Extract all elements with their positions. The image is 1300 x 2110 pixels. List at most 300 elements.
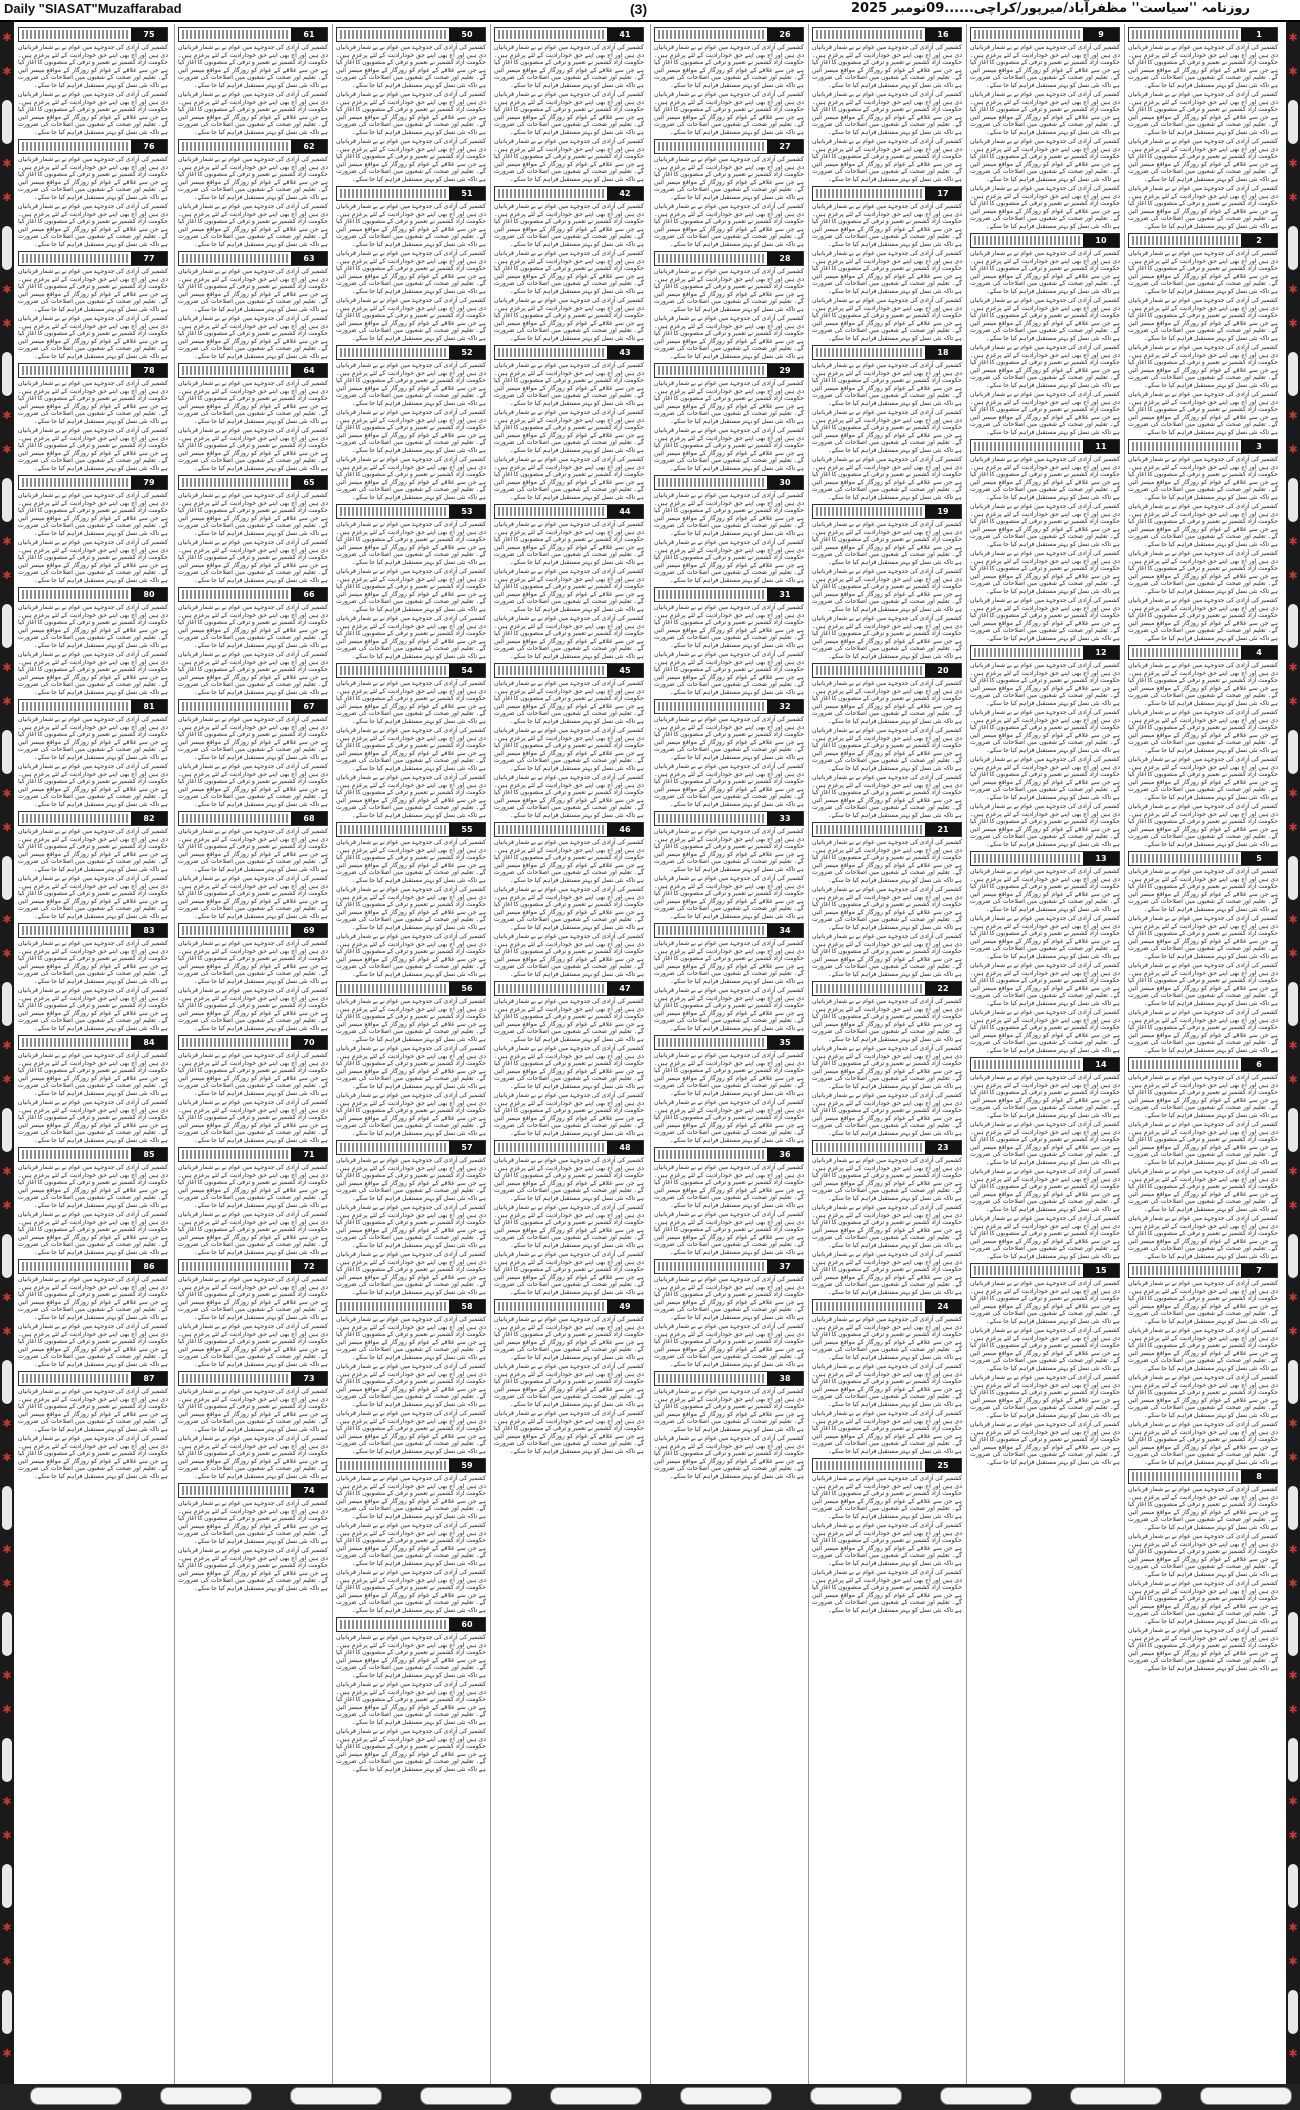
item-heading — [970, 233, 1120, 248]
star-icon: ✱ — [2, 913, 12, 926]
item-body-text: کشمیر کی آزادی کی جدوجہد میں عوام نے بے شمار قربانیاں دی ہیں اور آج بھی اپنے حق خودارادیت کے لئے پرعزم ہیں۔ حکومت آزاد کشمیر نے تعمیر و ترقی کے منصوبوں کا آغاز کیا ہے جن سے علاقے کے عوام کو روزگار کے مواقع میسر آئیں گے۔ تعلیم اور صحت کے شعبوں میں اصلاحات کی ضرورت ہے تاکہ نئی نسل کو بہتر مستقبل فراہم کیا جا سکے۔ — [336, 1316, 486, 1361]
item-number-badge: 71 — [291, 1148, 327, 1161]
item-heading — [494, 504, 644, 519]
news-column — [970, 24, 1120, 2084]
item-heading — [494, 186, 644, 201]
item-title-band — [658, 1038, 764, 1047]
star-icon: ✱ — [1288, 1921, 1298, 1934]
item-number-badge: 16 — [925, 28, 961, 41]
item-heading — [1128, 1469, 1278, 1484]
left-border-strip — [0, 22, 14, 2110]
item-heading — [18, 1259, 168, 1274]
item-body-text: کشمیر کی آزادی کی جدوجہد میں عوام نے بے شمار قربانیاں دی ہیں اور آج بھی اپنے حق خودارادیت کے لئے پرعزم ہیں۔ حکومت آزاد کشمیر نے تعمیر و ترقی کے منصوبوں کا آغاز کیا ہے جن سے علاقے کے عوام کو روزگار کے مواقع میسر آئیں گے۔ تعلیم اور صحت کے شعبوں میں اصلاحات کی ضرورت ہے تاکہ نئی نسل کو بہتر مستقبل فراہم کیا جا سکے۔ — [970, 597, 1120, 642]
footer-tag — [810, 2087, 902, 2105]
item-number-badge: 26 — [767, 28, 803, 41]
border-pill — [1288, 1360, 1298, 1404]
item-heading — [336, 1140, 486, 1155]
item-body-text: کشمیر کی آزادی کی جدوجہد میں عوام نے بے شمار قربانیاں دی ہیں اور آج بھی اپنے حق خودارادیت کے لئے پرعزم ہیں۔ حکومت آزاد کشمیر نے تعمیر و ترقی کے منصوبوں کا آغاز کیا ہے جن سے علاقے کے عوام کو روزگار کے مواقع میسر آئیں گے۔ تعلیم اور صحت کے شعبوں میں اصلاحات کی ضرورت ہے تاکہ نئی نسل کو بہتر مستقبل فراہم کیا جا سکے۔ — [18, 492, 168, 537]
item-title-band — [22, 30, 128, 39]
item-body-text: کشمیر کی آزادی کی جدوجہد میں عوام نے بے شمار قربانیاں دی ہیں اور آج بھی اپنے حق خودارادیت کے لئے پرعزم ہیں۔ حکومت آزاد کشمیر نے تعمیر و ترقی کے منصوبوں کا آغاز کیا ہے جن سے علاقے کے عوام کو روزگار کے مواقع میسر آئیں گے۔ تعلیم اور صحت کے شعبوں میں اصلاحات کی ضرورت ہے تاکہ نئی نسل کو بہتر مستقبل فراہم کیا جا سکے۔ — [1128, 503, 1278, 548]
item-number-badge: 78 — [131, 364, 167, 377]
item-body-text: کشمیر کی آزادی کی جدوجہد میں عوام نے بے شمار قربانیاں دی ہیں اور آج بھی اپنے حق خودارادیت کے لئے پرعزم ہیں۔ حکومت آزاد کشمیر نے تعمیر و ترقی کے منصوبوں کا آغاز کیا ہے جن سے علاقے کے عوام کو روزگار کے مواقع میسر آئیں گے۔ تعلیم اور صحت کے شعبوں میں اصلاحات کی ضرورت ہے تاکہ نئی نسل کو بہتر مستقبل فراہم کیا جا سکے۔ — [494, 568, 644, 613]
item-heading — [1128, 439, 1278, 454]
item-number-badge: 84 — [131, 1036, 167, 1049]
border-pill — [2, 1234, 12, 1278]
item-title-band — [1132, 1266, 1238, 1275]
item-body-text: کشمیر کی آزادی کی جدوجہد میں عوام نے بے شمار قربانیاں دی ہیں اور آج بھی اپنے حق خودارادیت کے لئے پرعزم ہیں۔ حکومت آزاد کشمیر نے تعمیر و ترقی کے منصوبوں کا آغاز کیا ہے جن سے علاقے کے عوام کو روزگار کے مواقع میسر آئیں گے۔ تعلیم اور صحت کے شعبوں میں اصلاحات کی ضرورت ہے تاکہ نئی نسل کو بہتر مستقبل فراہم کیا جا سکے۔ — [1128, 1627, 1278, 1672]
item-heading — [654, 699, 804, 714]
item-heading — [178, 251, 328, 266]
item-heading — [178, 1259, 328, 1274]
item-body-text: کشمیر کی آزادی کی جدوجہد میں عوام نے بے شمار قربانیاں دی ہیں اور آج بھی اپنے حق خودارادیت کے لئے پرعزم ہیں۔ حکومت آزاد کشمیر نے تعمیر و ترقی کے منصوبوں کا آغاز کیا ہے جن سے علاقے کے عوام کو روزگار کے مواقع میسر آئیں گے۔ تعلیم اور صحت کے شعبوں میں اصلاحات کی ضرورت ہے تاکہ نئی نسل کو بہتر مستقبل فراہم کیا جا سکے۔ — [1128, 456, 1278, 501]
item-body-text: کشمیر کی آزادی کی جدوجہد میں عوام نے بے شمار قربانیاں دی ہیں اور آج بھی اپنے حق خودارادیت کے لئے پرعزم ہیں۔ حکومت آزاد کشمیر نے تعمیر و ترقی کے منصوبوں کا آغاز کیا ہے جن سے علاقے کے عوام کو روزگار کے مواقع میسر آئیں گے۔ تعلیم اور صحت کے شعبوں میں اصلاحات کی ضرورت ہے تاکہ نئی نسل کو بہتر مستقبل فراہم کیا جا سکے۔ — [654, 940, 804, 985]
item-heading — [812, 27, 962, 42]
star-icon: ✱ — [2, 157, 12, 170]
item-body-text: کشمیر کی آزادی کی جدوجہد میں عوام نے بے شمار قربانیاں دی ہیں اور آج بھی اپنے حق خودارادیت کے لئے پرعزم ہیں۔ حکومت آزاد کشمیر نے تعمیر و ترقی کے منصوبوں کا آغاز کیا ہے جن سے علاقے کے عوام کو روزگار کے مواقع میسر آئیں گے۔ تعلیم اور صحت کے شعبوں میں اصلاحات کی ضرورت ہے تاکہ نئی نسل کو بہتر مستقبل فراہم کیا جا سکے۔ — [970, 756, 1120, 801]
item-body-text: کشمیر کی آزادی کی جدوجہد میں عوام نے بے شمار قربانیاں دی ہیں اور آج بھی اپنے حق خودارادیت کے لئے پرعزم ہیں۔ حکومت آزاد کشمیر نے تعمیر و ترقی کے منصوبوں کا آغاز کیا ہے جن سے علاقے کے عوام کو روزگار کے مواقع میسر آئیں گے۔ تعلیم اور صحت کے شعبوں میں اصلاحات کی ضرورت ہے تاکہ نئی نسل کو بہتر مستقبل فراہم کیا جا سکے۔ — [970, 803, 1120, 848]
item-title-band — [816, 984, 922, 993]
item-title-band — [340, 984, 446, 993]
star-icon: ✱ — [1288, 1577, 1298, 1590]
item-number-badge: 56 — [449, 982, 485, 995]
star-icon: ✱ — [1288, 1703, 1298, 1716]
item-title-band — [816, 1143, 922, 1152]
star-icon: ✱ — [2, 947, 12, 960]
star-icon: ✱ — [1288, 191, 1298, 204]
star-icon: ✱ — [1288, 821, 1298, 834]
border-pill — [1288, 478, 1298, 522]
item-title-band — [974, 1060, 1080, 1069]
item-heading — [178, 363, 328, 378]
star-icon: ✱ — [1288, 157, 1298, 170]
item-number-badge: 21 — [925, 823, 961, 836]
item-heading — [18, 923, 168, 938]
item-heading — [812, 1458, 962, 1473]
item-heading — [494, 27, 644, 42]
star-icon: ✱ — [2, 1165, 12, 1178]
item-body-text: کشمیر کی آزادی کی جدوجہد میں عوام نے بے شمار قربانیاں دی ہیں اور آج بھی اپنے حق خودارادیت کے لئے پرعزم ہیں۔ حکومت آزاد کشمیر نے تعمیر و ترقی کے منصوبوں کا آغاز کیا ہے جن سے علاقے کے عوام کو روزگار کے مواقع میسر آئیں گے۔ تعلیم اور صحت کے شعبوں میں اصلاحات کی ضرورت ہے تاکہ نئی نسل کو بہتر مستقبل فراہم کیا جا سکے۔ — [812, 1410, 962, 1455]
item-body-text: کشمیر کی آزادی کی جدوجہد میں عوام نے بے شمار قربانیاں دی ہیں اور آج بھی اپنے حق خودارادیت کے لئے پرعزم ہیں۔ حکومت آزاد کشمیر نے تعمیر و ترقی کے منصوبوں کا آغاز کیا ہے جن سے علاقے کے عوام کو روزگار کے مواقع میسر آئیں گے۔ تعلیم اور صحت کے شعبوں میں اصلاحات کی ضرورت ہے تاکہ نئی نسل کو بہتر مستقبل فراہم کیا جا سکے۔ — [970, 550, 1120, 595]
star-icon: ✱ — [2, 283, 12, 296]
item-body-text: کشمیر کی آزادی کی جدوجہد میں عوام نے بے شمار قربانیاں دی ہیں اور آج بھی اپنے حق خودارادیت کے لئے پرعزم ہیں۔ حکومت آزاد کشمیر نے تعمیر و ترقی کے منصوبوں کا آغاز کیا ہے جن سے علاقے کے عوام کو روزگار کے مواقع میسر آئیں گے۔ تعلیم اور صحت کے شعبوں میں اصلاحات کی ضرورت ہے تاکہ نئی نسل کو بہتر مستقبل فراہم کیا جا سکے۔ — [18, 940, 168, 985]
item-body-text: کشمیر کی آزادی کی جدوجہد میں عوام نے بے شمار قربانیاں دی ہیں اور آج بھی اپنے حق خودارادیت کے لئے پرعزم ہیں۔ حکومت آزاد کشمیر نے تعمیر و ترقی کے منصوبوں کا آغاز کیا ہے جن سے علاقے کے عوام کو روزگار کے مواقع میسر آئیں گے۔ تعلیم اور صحت کے شعبوں میں اصلاحات کی ضرورت ہے تاکہ نئی نسل کو بہتر مستقبل فراہم کیا جا سکے۔ — [18, 604, 168, 649]
item-body-text: کشمیر کی آزادی کی جدوجہد میں عوام نے بے شمار قربانیاں دی ہیں اور آج بھی اپنے حق خودارادیت کے لئے پرعزم ہیں۔ حکومت آزاد کشمیر نے تعمیر و ترقی کے منصوبوں کا آغاز کیا ہے جن سے علاقے کے عوام کو روزگار کے مواقع میسر آئیں گے۔ تعلیم اور صحت کے شعبوں میں اصلاحات کی ضرورت ہے تاکہ نئی نسل کو بہتر مستقبل فراہم کیا جا سکے۔ — [812, 1251, 962, 1296]
star-icon: ✱ — [2, 1669, 12, 1682]
item-heading — [494, 663, 644, 678]
item-body-text: کشمیر کی آزادی کی جدوجہد میں عوام نے بے شمار قربانیاں دی ہیں اور آج بھی اپنے حق خودارادیت کے لئے پرعزم ہیں۔ حکومت آزاد کشمیر نے تعمیر و ترقی کے منصوبوں کا آغاز کیا ہے جن سے علاقے کے عوام کو روزگار کے مواقع میسر آئیں گے۔ تعلیم اور صحت کے شعبوں میں اصلاحات کی ضرورت ہے تاکہ نئی نسل کو بہتر مستقبل فراہم کیا جا سکے۔ — [18, 875, 168, 920]
item-heading — [178, 587, 328, 602]
item-number-badge: 72 — [291, 1260, 327, 1273]
item-body-text: کشمیر کی آزادی کی جدوجہد میں عوام نے بے شمار قربانیاں دی ہیں اور آج بھی اپنے حق خودارادیت کے لئے پرعزم ہیں۔ حکومت آزاد کشمیر نے تعمیر و ترقی کے منصوبوں کا آغاز کیا ہے جن سے علاقے کے عوام کو روزگار کے مواقع میسر آئیں گے۔ تعلیم اور صحت کے شعبوں میں اصلاحات کی ضرورت ہے تاکہ نئی نسل کو بہتر مستقبل فراہم کیا جا سکے۔ — [812, 1204, 962, 1249]
item-body-text: کشمیر کی آزادی کی جدوجہد میں عوام نے بے شمار قربانیاں دی ہیں اور آج بھی اپنے حق خودارادیت کے لئے پرعزم ہیں۔ حکومت آزاد کشمیر نے تعمیر و ترقی کے منصوبوں کا آغاز کیا ہے جن سے علاقے کے عوام کو روزگار کے مواقع میسر آئیں گے۔ تعلیم اور صحت کے شعبوں میں اصلاحات کی ضرورت ہے تاکہ نئی نسل کو بہتر مستقبل فراہم کیا جا سکے۔ — [336, 1045, 486, 1090]
item-title-band — [340, 348, 446, 357]
item-body-text: کشمیر کی آزادی کی جدوجہد میں عوام نے بے شمار قربانیاں دی ہیں اور آج بھی اپنے حق خودارادیت کے لئے پرعزم ہیں۔ حکومت آزاد کشمیر نے تعمیر و ترقی کے منصوبوں کا آغاز کیا ہے جن سے علاقے کے عوام کو روزگار کے مواقع میسر آئیں گے۔ تعلیم اور صحت کے شعبوں میں اصلاحات کی ضرورت ہے تاکہ نئی نسل کو بہتر مستقبل فراہم کیا جا سکے۔ — [18, 315, 168, 360]
item-body-text: کشمیر کی آزادی کی جدوجہد میں عوام نے بے شمار قربانیاں دی ہیں اور آج بھی اپنے حق خودارادیت کے لئے پرعزم ہیں۔ حکومت آزاد کشمیر نے تعمیر و ترقی کے منصوبوں کا آغاز کیا ہے جن سے علاقے کے عوام کو روزگار کے مواقع میسر آئیں گے۔ تعلیم اور صحت کے شعبوں میں اصلاحات کی ضرورت ہے تاکہ نئی نسل کو بہتر مستقبل فراہم کیا جا سکے۔ — [18, 44, 168, 89]
item-body-text: کشمیر کی آزادی کی جدوجہد میں عوام نے بے شمار قربانیاں دی ہیں اور آج بھی اپنے حق خودارادیت کے لئے پرعزم ہیں۔ حکومت آزاد کشمیر نے تعمیر و ترقی کے منصوبوں کا آغاز کیا ہے جن سے علاقے کے عوام کو روزگار کے مواقع میسر آئیں گے۔ تعلیم اور صحت کے شعبوں میں اصلاحات کی ضرورت ہے تاکہ نئی نسل کو بہتر مستقبل فراہم کیا جا سکے۔ — [812, 362, 962, 407]
item-body-text: کشمیر کی آزادی کی جدوجہد میں عوام نے بے شمار قربانیاں دی ہیں اور آج بھی اپنے حق خودارادیت کے لئے پرعزم ہیں۔ حکومت آزاد کشمیر نے تعمیر و ترقی کے منصوبوں کا آغاز کیا ہے جن سے علاقے کے عوام کو روزگار کے مواقع میسر آئیں گے۔ تعلیم اور صحت کے شعبوں میں اصلاحات کی ضرورت ہے تاکہ نئی نسل کو بہتر مستقبل فراہم کیا جا سکے۔ — [654, 315, 804, 360]
star-icon: ✱ — [1288, 1039, 1298, 1052]
item-body-text: کشمیر کی آزادی کی جدوجہد میں عوام نے بے شمار قربانیاں دی ہیں اور آج بھی اپنے حق خودارادیت کے لئے پرعزم ہیں۔ حکومت آزاد کشمیر نے تعمیر و ترقی کے منصوبوں کا آغاز کیا ہے جن سے علاقے کے عوام کو روزگار کے مواقع میسر آئیں گے۔ تعلیم اور صحت کے شعبوں میں اصلاحات کی ضرورت ہے تاکہ نئی نسل کو بہتر مستقبل فراہم کیا جا سکے۔ — [1128, 185, 1278, 230]
item-number-badge: 7 — [1241, 1264, 1277, 1277]
item-body-text: کشمیر کی آزادی کی جدوجہد میں عوام نے بے شمار قربانیاں دی ہیں اور آج بھی اپنے حق خودارادیت کے لئے پرعزم ہیں۔ حکومت آزاد کشمیر نے تعمیر و ترقی کے منصوبوں کا آغاز کیا ہے جن سے علاقے کے عوام کو روزگار کے مواقع میسر آئیں گے۔ تعلیم اور صحت کے شعبوں میں اصلاحات کی ضرورت ہے تاکہ نئی نسل کو بہتر مستقبل فراہم کیا جا سکے۔ — [494, 886, 644, 931]
item-title-band — [340, 666, 446, 675]
item-number-badge: 57 — [449, 1141, 485, 1154]
border-pill — [2, 982, 12, 1026]
item-body-text: کشمیر کی آزادی کی جدوجہد میں عوام نے بے شمار قربانیاں دی ہیں اور آج بھی اپنے حق خودارادیت کے لئے پرعزم ہیں۔ حکومت آزاد کشمیر نے تعمیر و ترقی کے منصوبوں کا آغاز کیا ہے جن سے علاقے کے عوام کو روزگار کے مواقع میسر آئیں گے۔ تعلیم اور صحت کے شعبوں میں اصلاحات کی ضرورت ہے تاکہ نئی نسل کو بہتر مستقبل فراہم کیا جا سکے۔ — [18, 268, 168, 313]
item-body-text: کشمیر کی آزادی کی جدوجہد میں عوام نے بے شمار قربانیاں دی ہیں اور آج بھی اپنے حق خودارادیت کے لئے پرعزم ہیں۔ حکومت آزاد کشمیر نے تعمیر و ترقی کے منصوبوں کا آغاز کیا ہے جن سے علاقے کے عوام کو روزگار کے مواقع میسر آئیں گے۔ تعلیم اور صحت کے شعبوں میں اصلاحات کی ضرورت ہے تاکہ نئی نسل کو بہتر مستقبل فراہم کیا جا سکے۔ — [1128, 138, 1278, 183]
item-body-text: کشمیر کی آزادی کی جدوجہد میں عوام نے بے شمار قربانیاں دی ہیں اور آج بھی اپنے حق خودارادیت کے لئے پرعزم ہیں۔ حکومت آزاد کشمیر نے تعمیر و ترقی کے منصوبوں کا آغاز کیا ہے جن سے علاقے کے عوام کو روزگار کے مواقع میسر آئیں گے۔ تعلیم اور صحت کے شعبوں میں اصلاحات کی ضرورت ہے تاکہ نئی نسل کو بہتر مستقبل فراہم کیا جا سکے۔ — [178, 156, 328, 201]
item-heading — [336, 27, 486, 42]
item-body-text: کشمیر کی آزادی کی جدوجہد میں عوام نے بے شمار قربانیاں دی ہیں اور آج بھی اپنے حق خودارادیت کے لئے پرعزم ہیں۔ حکومت آزاد کشمیر نے تعمیر و ترقی کے منصوبوں کا آغاز کیا ہے جن سے علاقے کے عوام کو روزگار کے مواقع میسر آئیں گے۔ تعلیم اور صحت کے شعبوں میں اصلاحات کی ضرورت ہے تاکہ نئی نسل کو بہتر مستقبل فراہم کیا جا سکے۔ — [178, 492, 328, 537]
item-body-text: کشمیر کی آزادی کی جدوجہد میں عوام نے بے شمار قربانیاں دی ہیں اور آج بھی اپنے حق خودارادیت کے لئے پرعزم ہیں۔ حکومت آزاد کشمیر نے تعمیر و ترقی کے منصوبوں کا آغاز کیا ہے جن سے علاقے کے عوام کو روزگار کے مواقع میسر آئیں گے۔ تعلیم اور صحت کے شعبوں میں اصلاحات کی ضرورت ہے تاکہ نئی نسل کو بہتر مستقبل فراہم کیا جا سکے۔ — [18, 91, 168, 136]
page-footer — [0, 2084, 1300, 2110]
item-body-text: کشمیر کی آزادی کی جدوجہد میں عوام نے بے شمار قربانیاں دی ہیں اور آج بھی اپنے حق خودارادیت کے لئے پرعزم ہیں۔ حکومت آزاد کشمیر نے تعمیر و ترقی کے منصوبوں کا آغاز کیا ہے جن سے علاقے کے عوام کو روزگار کے مواقع میسر آئیں گے۔ تعلیم اور صحت کے شعبوں میں اصلاحات کی ضرورت ہے تاکہ نئی نسل کو بہتر مستقبل فراہم کیا جا سکے۔ — [654, 156, 804, 201]
item-body-text: کشمیر کی آزادی کی جدوجہد میں عوام نے بے شمار قربانیاں دی ہیں اور آج بھی اپنے حق خودارادیت کے لئے پرعزم ہیں۔ حکومت آزاد کشمیر نے تعمیر و ترقی کے منصوبوں کا آغاز کیا ہے جن سے علاقے کے عوام کو روزگار کے مواقع میسر آئیں گے۔ تعلیم اور صحت کے شعبوں میں اصلاحات کی ضرورت ہے تاکہ نئی نسل کو بہتر مستقبل فراہم کیا جا سکے۔ — [812, 297, 962, 342]
item-body-text: کشمیر کی آزادی کی جدوجہد میں عوام نے بے شمار قربانیاں دی ہیں اور آج بھی اپنے حق خودارادیت کے لئے پرعزم ہیں۔ حکومت آزاد کشمیر نے تعمیر و ترقی کے منصوبوں کا آغاز کیا ہے جن سے علاقے کے عوام کو روزگار کے مواقع میسر آئیں گے۔ تعلیم اور صحت کے شعبوں میں اصلاحات کی ضرورت ہے تاکہ نئی نسل کو بہتر مستقبل فراہم کیا جا سکے۔ — [18, 1435, 168, 1480]
item-body-text: کشمیر کی آزادی کی جدوجہد میں عوام نے بے شمار قربانیاں دی ہیں اور آج بھی اپنے حق خودارادیت کے لئے پرعزم ہیں۔ حکومت آزاد کشمیر نے تعمیر و ترقی کے منصوبوں کا آغاز کیا ہے جن سے علاقے کے عوام کو روزگار کے مواقع میسر آئیں گے۔ تعلیم اور صحت کے شعبوں میں اصلاحات کی ضرورت ہے تاکہ نئی نسل کو بہتر مستقبل فراہم کیا جا سکے۔ — [654, 427, 804, 472]
item-heading — [336, 663, 486, 678]
item-title-band — [974, 30, 1080, 39]
item-number-badge: 8 — [1241, 1470, 1277, 1483]
item-body-text: کشمیر کی آزادی کی جدوجہد میں عوام نے بے شمار قربانیاں دی ہیں اور آج بھی اپنے حق خودارادیت کے لئے پرعزم ہیں۔ حکومت آزاد کشمیر نے تعمیر و ترقی کے منصوبوں کا آغاز کیا ہے جن سے علاقے کے عوام کو روزگار کے مواقع میسر آئیں گے۔ تعلیم اور صحت کے شعبوں میں اصلاحات کی ضرورت ہے تاکہ نئی نسل کو بہتر مستقبل فراہم کیا جا سکے۔ — [494, 998, 644, 1043]
border-pill — [1288, 1990, 1298, 2034]
item-heading — [812, 504, 962, 519]
item-body-text: کشمیر کی آزادی کی جدوجہد میں عوام نے بے شمار قربانیاں دی ہیں اور آج بھی اپنے حق خودارادیت کے لئے پرعزم ہیں۔ حکومت آزاد کشمیر نے تعمیر و ترقی کے منصوبوں کا آغاز کیا ہے جن سے علاقے کے عوام کو روزگار کے مواقع میسر آئیں گے۔ تعلیم اور صحت کے شعبوں میں اصلاحات کی ضرورت ہے تاکہ نئی نسل کو بہتر مستقبل فراہم کیا جا سکے۔ — [654, 44, 804, 89]
item-number-badge: 20 — [925, 664, 961, 677]
item-body-text: کشمیر کی آزادی کی جدوجہد میں عوام نے بے شمار قربانیاں دی ہیں اور آج بھی اپنے حق خودارادیت کے لئے پرعزم ہیں۔ حکومت آزاد کشمیر نے تعمیر و ترقی کے منصوبوں کا آغاز کیا ہے جن سے علاقے کے عوام کو روزگار کے مواقع میسر آئیں گے۔ تعلیم اور صحت کے شعبوں میں اصلاحات کی ضرورت ہے تاکہ نئی نسل کو بہتر مستقبل فراہم کیا جا سکے۔ — [812, 998, 962, 1043]
item-body-text: کشمیر کی آزادی کی جدوجہد میں عوام نے بے شمار قربانیاں دی ہیں اور آج بھی اپنے حق خودارادیت کے لئے پرعزم ہیں۔ حکومت آزاد کشمیر نے تعمیر و ترقی کے منصوبوں کا آغاز کیا ہے جن سے علاقے کے عوام کو روزگار کے مواقع میسر آئیں گے۔ تعلیم اور صحت کے شعبوں میں اصلاحات کی ضرورت ہے تاکہ نئی نسل کو بہتر مستقبل فراہم کیا جا سکے۔ — [178, 940, 328, 985]
item-body-text: کشمیر کی آزادی کی جدوجہد میں عوام نے بے شمار قربانیاں دی ہیں اور آج بھی اپنے حق خودارادیت کے لئے پرعزم ہیں۔ حکومت آزاد کشمیر نے تعمیر و ترقی کے منصوبوں کا آغاز کیا ہے جن سے علاقے کے عوام کو روزگار کے مواقع میسر آئیں گے۔ تعلیم اور صحت کے شعبوں میں اصلاحات کی ضرورت ہے تاکہ نئی نسل کو بہتر مستقبل فراہم کیا جا سکے۔ — [970, 297, 1120, 342]
item-heading — [812, 1140, 962, 1155]
item-body-text: کشمیر کی آزادی کی جدوجہد میں عوام نے بے شمار قربانیاں دی ہیں اور آج بھی اپنے حق خودارادیت کے لئے پرعزم ہیں۔ حکومت آزاد کشمیر نے تعمیر و ترقی کے منصوبوں کا آغاز کیا ہے جن سے علاقے کے عوام کو روزگار کے مواقع میسر آئیں گے۔ تعلیم اور صحت کے شعبوں میں اصلاحات کی ضرورت ہے تاکہ نئی نسل کو بہتر مستقبل فراہم کیا جا سکے۔ — [178, 1323, 328, 1368]
star-icon: ✱ — [1288, 2047, 1298, 2060]
item-heading — [18, 27, 168, 42]
item-body-text: کشمیر کی آزادی کی جدوجہد میں عوام نے بے شمار قربانیاں دی ہیں اور آج بھی اپنے حق خودارادیت کے لئے پرعزم ہیں۔ حکومت آزاد کشمیر نے تعمیر و ترقی کے منصوبوں کا آغاز کیا ہے جن سے علاقے کے عوام کو روزگار کے مواقع میسر آئیں گے۔ تعلیم اور صحت کے شعبوں میں اصلاحات کی ضرورت ہے تاکہ نئی نسل کو بہتر مستقبل فراہم کیا جا سکے۔ — [336, 1157, 486, 1202]
item-body-text: کشمیر کی آزادی کی جدوجہد میں عوام نے بے شمار قربانیاں دی ہیں اور آج بھی اپنے حق خودارادیت کے لئے پرعزم ہیں۔ حکومت آزاد کشمیر نے تعمیر و ترقی کے منصوبوں کا آغاز کیا ہے جن سے علاقے کے عوام کو روزگار کے مواقع میسر آئیں گے۔ تعلیم اور صحت کے شعبوں میں اصلاحات کی ضرورت ہے تاکہ نئی نسل کو بہتر مستقبل فراہم کیا جا سکے۔ — [970, 1327, 1120, 1372]
item-body-text: کشمیر کی آزادی کی جدوجہد میں عوام نے بے شمار قربانیاں دی ہیں اور آج بھی اپنے حق خودارادیت کے لئے پرعزم ہیں۔ حکومت آزاد کشمیر نے تعمیر و ترقی کے منصوبوں کا آغاز کیا ہے جن سے علاقے کے عوام کو روزگار کے مواقع میسر آئیں گے۔ تعلیم اور صحت کے شعبوں میں اصلاحات کی ضرورت ہے تاکہ نئی نسل کو بہتر مستقبل فراہم کیا جا سکے۔ — [1128, 597, 1278, 642]
footer-tag — [940, 2087, 1032, 2105]
item-body-text: کشمیر کی آزادی کی جدوجہد میں عوام نے بے شمار قربانیاں دی ہیں اور آج بھی اپنے حق خودارادیت کے لئے پرعزم ہیں۔ حکومت آزاد کشمیر نے تعمیر و ترقی کے منصوبوں کا آغاز کیا ہے جن سے علاقے کے عوام کو روزگار کے مواقع میسر آئیں گے۔ تعلیم اور صحت کے شعبوں میں اصلاحات کی ضرورت ہے تاکہ نئی نسل کو بہتر مستقبل فراہم کیا جا سکے۔ — [494, 250, 644, 295]
border-pill — [1288, 226, 1298, 270]
item-title-band — [974, 236, 1080, 245]
item-title-band — [1132, 648, 1238, 657]
footer-tag — [1200, 2087, 1292, 2105]
border-pill — [2, 1360, 12, 1404]
item-heading — [178, 1035, 328, 1050]
item-number-badge: 32 — [767, 700, 803, 713]
item-heading — [18, 1035, 168, 1050]
item-body-text: کشمیر کی آزادی کی جدوجہد میں عوام نے بے شمار قربانیاں دی ہیں اور آج بھی اپنے حق خودارادیت کے لئے پرعزم ہیں۔ حکومت آزاد کشمیر نے تعمیر و ترقی کے منصوبوں کا آغاز کیا ہے جن سے علاقے کے عوام کو روزگار کے مواقع میسر آئیں گے۔ تعلیم اور صحت کے شعبوں میں اصلاحات کی ضرورت ہے تاکہ نئی نسل کو بہتر مستقبل فراہم کیا جا سکے۔ — [178, 203, 328, 248]
item-number-badge: 17 — [925, 187, 961, 200]
item-title-band — [182, 254, 288, 263]
item-title-band — [182, 702, 288, 711]
item-title-band — [22, 254, 128, 263]
item-number-badge: 2 — [1241, 234, 1277, 247]
item-number-badge: 67 — [291, 700, 327, 713]
item-body-text: کشمیر کی آزادی کی جدوجہد میں عوام نے بے شمار قربانیاں دی ہیں اور آج بھی اپنے حق خودارادیت کے لئے پرعزم ہیں۔ حکومت آزاد کشمیر نے تعمیر و ترقی کے منصوبوں کا آغاز کیا ہے جن سے علاقے کے عوام کو روزگار کے مواقع میسر آئیں گے۔ تعلیم اور صحت کے شعبوں میں اصلاحات کی ضرورت ہے تاکہ نئی نسل کو بہتر مستقبل فراہم کیا جا سکے۔ — [336, 203, 486, 248]
item-heading — [654, 923, 804, 938]
item-body-text: کشمیر کی آزادی کی جدوجہد میں عوام نے بے شمار قربانیاں دی ہیں اور آج بھی اپنے حق خودارادیت کے لئے پرعزم ہیں۔ حکومت آزاد کشمیر نے تعمیر و ترقی کے منصوبوں کا آغاز کیا ہے جن سے علاقے کے عوام کو روزگار کے مواقع میسر آئیں گے۔ تعلیم اور صحت کے شعبوں میں اصلاحات کی ضرورت ہے تاکہ نئی نسل کو بہتر مستقبل فراہم کیا جا سکے۔ — [812, 680, 962, 725]
item-body-text: کشمیر کی آزادی کی جدوجہد میں عوام نے بے شمار قربانیاں دی ہیں اور آج بھی اپنے حق خودارادیت کے لئے پرعزم ہیں۔ حکومت آزاد کشمیر نے تعمیر و ترقی کے منصوبوں کا آغاز کیا ہے جن سے علاقے کے عوام کو روزگار کے مواقع میسر آئیں گے۔ تعلیم اور صحت کے شعبوں میں اصلاحات کی ضرورت ہے تاکہ نئی نسل کو بہتر مستقبل فراہم کیا جا سکے۔ — [178, 427, 328, 472]
item-body-text: کشمیر کی آزادی کی جدوجہد میں عوام نے بے شمار قربانیاں دی ہیں اور آج بھی اپنے حق خودارادیت کے لئے پرعزم ہیں۔ حکومت آزاد کشمیر نے تعمیر و ترقی کے منصوبوں کا آغاز کیا ہے جن سے علاقے کے عوام کو روزگار کے مواقع میسر آئیں گے۔ تعلیم اور صحت کے شعبوں میں اصلاحات کی ضرورت ہے تاکہ نئی نسل کو بہتر مستقبل فراہم کیا جا سکے۔ — [1128, 662, 1278, 707]
item-body-text: کشمیر کی آزادی کی جدوجہد میں عوام نے بے شمار قربانیاں دی ہیں اور آج بھی اپنے حق خودارادیت کے لئے پرعزم ہیں۔ حکومت آزاد کشمیر نے تعمیر و ترقی کے منصوبوں کا آغاز کیا ہے جن سے علاقے کے عوام کو روزگار کے مواقع میسر آئیں گے۔ تعلیم اور صحت کے شعبوں میں اصلاحات کی ضرورت ہے تاکہ نئی نسل کو بہتر مستقبل فراہم کیا جا سکے۔ — [494, 138, 644, 183]
border-pill — [1288, 352, 1298, 396]
item-body-text: کشمیر کی آزادی کی جدوجہد میں عوام نے بے شمار قربانیاں دی ہیں اور آج بھی اپنے حق خودارادیت کے لئے پرعزم ہیں۔ حکومت آزاد کشمیر نے تعمیر و ترقی کے منصوبوں کا آغاز کیا ہے جن سے علاقے کے عوام کو روزگار کے مواقع میسر آئیں گے۔ تعلیم اور صحت کے شعبوں میں اصلاحات کی ضرورت ہے تاکہ نئی نسل کو بہتر مستقبل فراہم کیا جا سکے۔ — [1128, 44, 1278, 89]
item-body-text: کشمیر کی آزادی کی جدوجہد میں عوام نے بے شمار قربانیاں دی ہیں اور آج بھی اپنے حق خودارادیت کے لئے پرعزم ہیں۔ حکومت آزاد کشمیر نے تعمیر و ترقی کے منصوبوں کا آغاز کیا ہے جن سے علاقے کے عوام کو روزگار کے مواقع میسر آئیں گے۔ تعلیم اور صحت کے شعبوں میں اصلاحات کی ضرورت ہے تاکہ نئی نسل کو بہتر مستقبل فراہم کیا جا سکے۔ — [494, 774, 644, 819]
item-body-text: کشمیر کی آزادی کی جدوجہد میں عوام نے بے شمار قربانیاں دی ہیں اور آج بھی اپنے حق خودارادیت کے لئے پرعزم ہیں۔ حکومت آزاد کشمیر نے تعمیر و ترقی کے منصوبوں کا آغاز کیا ہے جن سے علاقے کے عوام کو روزگار کے مواقع میسر آئیں گے۔ تعلیم اور صحت کے شعبوں میں اصلاحات کی ضرورت ہے تاکہ نئی نسل کو بہتر مستقبل فراہم کیا جا سکے۔ — [1128, 803, 1278, 848]
item-body-text: کشمیر کی آزادی کی جدوجہد میں عوام نے بے شمار قربانیاں دی ہیں اور آج بھی اپنے حق خودارادیت کے لئے پرعزم ہیں۔ حکومت آزاد کشمیر نے تعمیر و ترقی کے منصوبوں کا آغاز کیا ہے جن سے علاقے کے عوام کو روزگار کے مواقع میسر آئیں گے۔ تعلیم اور صحت کے شعبوں میں اصلاحات کی ضرورت ہے تاکہ نئی نسل کو بہتر مستقبل فراہم کیا جا سکے۔ — [654, 716, 804, 761]
item-number-badge: 79 — [131, 476, 167, 489]
item-body-text: کشمیر کی آزادی کی جدوجہد میں عوام نے بے شمار قربانیاں دی ہیں اور آج بھی اپنے حق خودارادیت کے لئے پرعزم ہیں۔ حکومت آزاد کشمیر نے تعمیر و ترقی کے منصوبوں کا آغاز کیا ہے جن سے علاقے کے عوام کو روزگار کے مواقع میسر آئیں گے۔ تعلیم اور صحت کے شعبوں میں اصلاحات کی ضرورت ہے تاکہ نئی نسل کو بہتر مستقبل فراہم کیا جا سکے۔ — [178, 91, 328, 136]
footer-tag — [30, 2087, 122, 2105]
item-body-text: کشمیر کی آزادی کی جدوجہد میں عوام نے بے شمار قربانیاں دی ہیں اور آج بھی اپنے حق خودارادیت کے لئے پرعزم ہیں۔ حکومت آزاد کشمیر نے تعمیر و ترقی کے منصوبوں کا آغاز کیا ہے جن سے علاقے کے عوام کو روزگار کے مواقع میسر آئیں گے۔ تعلیم اور صحت کے شعبوں میں اصلاحات کی ضرورت ہے تاکہ نئی نسل کو بہتر مستقبل فراہم کیا جا سکے۔ — [336, 409, 486, 454]
column-divider — [1124, 24, 1125, 2084]
item-body-text: کشمیر کی آزادی کی جدوجہد میں عوام نے بے شمار قربانیاں دی ہیں اور آج بھی اپنے حق خودارادیت کے لئے پرعزم ہیں۔ حکومت آزاد کشمیر نے تعمیر و ترقی کے منصوبوں کا آغاز کیا ہے جن سے علاقے کے عوام کو روزگار کے مواقع میسر آئیں گے۔ تعلیم اور صحت کے شعبوں میں اصلاحات کی ضرورت ہے تاکہ نئی نسل کو بہتر مستقبل فراہم کیا جا سکے۔ — [18, 156, 168, 201]
item-body-text: کشمیر کی آزادی کی جدوجہد میں عوام نے بے شمار قربانیاں دی ہیں اور آج بھی اپنے حق خودارادیت کے لئے پرعزم ہیں۔ حکومت آزاد کشمیر نے تعمیر و ترقی کے منصوبوں کا آغاز کیا ہے جن سے علاقے کے عوام کو روزگار کے مواقع میسر آئیں گے۔ تعلیم اور صحت کے شعبوں میں اصلاحات کی ضرورت ہے تاکہ نئی نسل کو بہتر مستقبل فراہم کیا جا سکے۔ — [336, 456, 486, 501]
item-body-text: کشمیر کی آزادی کی جدوجہد میں عوام نے بے شمار قربانیاں دی ہیں اور آج بھی اپنے حق خودارادیت کے لئے پرعزم ہیں۔ حکومت آزاد کشمیر نے تعمیر و ترقی کے منصوبوں کا آغاز کیا ہے جن سے علاقے کے عوام کو روزگار کے مواقع میسر آئیں گے۔ تعلیم اور صحت کے شعبوں میں اصلاحات کی ضرورت ہے تاکہ نئی نسل کو بہتر مستقبل فراہم کیا جا سکے۔ — [18, 380, 168, 425]
right-border-strip — [1286, 22, 1300, 2110]
item-heading — [494, 822, 644, 837]
item-body-text: کشمیر کی آزادی کی جدوجہد میں عوام نے بے شمار قربانیاں دی ہیں اور آج بھی اپنے حق خودارادیت کے لئے پرعزم ہیں۔ حکومت آزاد کشمیر نے تعمیر و ترقی کے منصوبوں کا آغاز کیا ہے جن سے علاقے کے عوام کو روزگار کے مواقع میسر آئیں گے۔ تعلیم اور صحت کے شعبوں میں اصلاحات کی ضرورت ہے تاکہ نئی نسل کو بہتر مستقبل فراہم کیا جا سکے۔ — [18, 1211, 168, 1256]
item-body-text: کشمیر کی آزادی کی جدوجہد میں عوام نے بے شمار قربانیاں دی ہیں اور آج بھی اپنے حق خودارادیت کے لئے پرعزم ہیں۔ حکومت آزاد کشمیر نے تعمیر و ترقی کے منصوبوں کا آغاز کیا ہے جن سے علاقے کے عوام کو روزگار کے مواقع میسر آئیں گے۔ تعلیم اور صحت کے شعبوں میں اصلاحات کی ضرورت ہے تاکہ نئی نسل کو بہتر مستقبل فراہم کیا جا سکے۔ — [1128, 1374, 1278, 1419]
item-heading — [336, 186, 486, 201]
item-number-badge: 24 — [925, 1300, 961, 1313]
footer-tag — [680, 2087, 772, 2105]
item-number-badge: 51 — [449, 187, 485, 200]
star-icon: ✱ — [2, 787, 12, 800]
item-body-text: کشمیر کی آزادی کی جدوجہد میں عوام نے بے شمار قربانیاں دی ہیں اور آج بھی اپنے حق خودارادیت کے لئے پرعزم ہیں۔ حکومت آزاد کشمیر نے تعمیر و ترقی کے منصوبوں کا آغاز کیا ہے جن سے علاقے کے عوام کو روزگار کے مواقع میسر آئیں گے۔ تعلیم اور صحت کے شعبوں میں اصلاحات کی ضرورت ہے تاکہ نئی نسل کو بہتر مستقبل فراہم کیا جا سکے۔ — [1128, 915, 1278, 960]
item-title-band — [182, 478, 288, 487]
item-body-text: کشمیر کی آزادی کی جدوجہد میں عوام نے بے شمار قربانیاں دی ہیں اور آج بھی اپنے حق خودارادیت کے لئے پرعزم ہیں۔ حکومت آزاد کشمیر نے تعمیر و ترقی کے منصوبوں کا آغاز کیا ہے جن سے علاقے کے عوام کو روزگار کے مواقع میسر آئیں گے۔ تعلیم اور صحت کے شعبوں میں اصلاحات کی ضرورت ہے تاکہ نئی نسل کو بہتر مستقبل فراہم کیا جا سکے۔ — [336, 44, 486, 89]
item-body-text: کشمیر کی آزادی کی جدوجہد میں عوام نے بے شمار قربانیاں دی ہیں اور آج بھی اپنے حق خودارادیت کے لئے پرعزم ہیں۔ حکومت آزاد کشمیر نے تعمیر و ترقی کے منصوبوں کا آغاز کیا ہے جن سے علاقے کے عوام کو روزگار کے مواقع میسر آئیں گے۔ تعلیم اور صحت کے شعبوں میں اصلاحات کی ضرورت ہے تاکہ نئی نسل کو بہتر مستقبل فراہم کیا جا سکے۔ — [970, 503, 1120, 548]
item-number-badge: 54 — [449, 664, 485, 677]
item-body-text: کشمیر کی آزادی کی جدوجہد میں عوام نے بے شمار قربانیاں دی ہیں اور آج بھی اپنے حق خودارادیت کے لئے پرعزم ہیں۔ حکومت آزاد کشمیر نے تعمیر و ترقی کے منصوبوں کا آغاز کیا ہے جن سے علاقے کے عوام کو روزگار کے مواقع میسر آئیں گے۔ تعلیم اور صحت کے شعبوں میں اصلاحات کی ضرورت ہے تاکہ نئی نسل کو بہتر مستقبل فراہم کیا جا سکے۔ — [970, 250, 1120, 295]
item-heading — [18, 587, 168, 602]
item-body-text: کشمیر کی آزادی کی جدوجہد میں عوام نے بے شمار قربانیاں دی ہیں اور آج بھی اپنے حق خودارادیت کے لئے پرعزم ہیں۔ حکومت آزاد کشمیر نے تعمیر و ترقی کے منصوبوں کا آغاز کیا ہے جن سے علاقے کے عوام کو روزگار کے مواقع میسر آئیں گے۔ تعلیم اور صحت کے شعبوں میں اصلاحات کی ضرورت ہے تاکہ نئی نسل کو بہتر مستقبل فراہم کیا جا سکے۔ — [494, 297, 644, 342]
border-pill — [1288, 1738, 1298, 1782]
item-body-text: کشمیر کی آزادی کی جدوجہد میں عوام نے بے شمار قربانیاں دی ہیں اور آج بھی اپنے حق خودارادیت کے لئے پرعزم ہیں۔ حکومت آزاد کشمیر نے تعمیر و ترقی کے منصوبوں کا آغاز کیا ہے جن سے علاقے کے عوام کو روزگار کے مواقع میسر آئیں گے۔ تعلیم اور صحت کے شعبوں میں اصلاحات کی ضرورت ہے تاکہ نئی نسل کو بہتر مستقبل فراہم کیا جا سکے۔ — [178, 1388, 328, 1433]
border-pill — [2, 1864, 12, 1908]
item-body-text: کشمیر کی آزادی کی جدوجہد میں عوام نے بے شمار قربانیاں دی ہیں اور آج بھی اپنے حق خودارادیت کے لئے پرعزم ہیں۔ حکومت آزاد کشمیر نے تعمیر و ترقی کے منصوبوں کا آغاز کیا ہے جن سے علاقے کے عوام کو روزگار کے مواقع میسر آئیں گے۔ تعلیم اور صحت کے شعبوں میں اصلاحات کی ضرورت ہے تاکہ نئی نسل کو بہتر مستقبل فراہم کیا جا سکے۔ — [812, 1569, 962, 1614]
star-icon: ✱ — [1288, 1291, 1298, 1304]
item-body-text: کشمیر کی آزادی کی جدوجہد میں عوام نے بے شمار قربانیاں دی ہیں اور آج بھی اپنے حق خودارادیت کے لئے پرعزم ہیں۔ حکومت آزاد کشمیر نے تعمیر و ترقی کے منصوبوں کا آغاز کیا ہے جن سے علاقے کے عوام کو روزگار کے مواقع میسر آئیں گے۔ تعلیم اور صحت کے شعبوں میں اصلاحات کی ضرورت ہے تاکہ نئی نسل کو بہتر مستقبل فراہم کیا جا سکے۔ — [494, 839, 644, 884]
item-number-badge: 34 — [767, 924, 803, 937]
item-title-band — [182, 590, 288, 599]
item-title-band — [816, 30, 922, 39]
item-title-band — [182, 1486, 288, 1495]
item-title-band — [22, 702, 128, 711]
star-icon: ✱ — [1288, 1165, 1298, 1178]
item-heading — [812, 345, 962, 360]
item-title-band — [340, 30, 446, 39]
item-body-text: کشمیر کی آزادی کی جدوجہد میں عوام نے بے شمار قربانیاں دی ہیں اور آج بھی اپنے حق خودارادیت کے لئے پرعزم ہیں۔ حکومت آزاد کشمیر نے تعمیر و ترقی کے منصوبوں کا آغاز کیا ہے جن سے علاقے کے عوام کو روزگار کے مواقع میسر آئیں گے۔ تعلیم اور صحت کے شعبوں میں اصلاحات کی ضرورت ہے تاکہ نئی نسل کو بہتر مستقبل فراہم کیا جا سکے۔ — [336, 1522, 486, 1567]
item-title-band — [22, 142, 128, 151]
item-body-text: کشمیر کی آزادی کی جدوجہد میں عوام نے بے شمار قربانیاں دی ہیں اور آج بھی اپنے حق خودارادیت کے لئے پرعزم ہیں۔ حکومت آزاد کشمیر نے تعمیر و ترقی کے منصوبوں کا آغاز کیا ہے جن سے علاقے کے عوام کو روزگار کے مواقع میسر آئیں گے۔ تعلیم اور صحت کے شعبوں میں اصلاحات کی ضرورت ہے تاکہ نئی نسل کو بہتر مستقبل فراہم کیا جا سکے۔ — [178, 1164, 328, 1209]
item-heading — [178, 139, 328, 154]
star-icon: ✱ — [2, 821, 12, 834]
item-body-text: کشمیر کی آزادی کی جدوجہد میں عوام نے بے شمار قربانیاں دی ہیں اور آج بھی اپنے حق خودارادیت کے لئے پرعزم ہیں۔ حکومت آزاد کشمیر نے تعمیر و ترقی کے منصوبوں کا آغاز کیا ہے جن سے علاقے کے عوام کو روزگار کے مواقع میسر آئیں گے۔ تعلیم اور صحت کے شعبوں میں اصلاحات کی ضرورت ہے تاکہ نئی نسل کو بہتر مستقبل فراہم کیا جا سکے۔ — [18, 987, 168, 1032]
item-body-text: کشمیر کی آزادی کی جدوجہد میں عوام نے بے شمار قربانیاں دی ہیں اور آج بھی اپنے حق خودارادیت کے لئے پرعزم ہیں۔ حکومت آزاد کشمیر نے تعمیر و ترقی کے منصوبوں کا آغاز کیا ہے جن سے علاقے کے عوام کو روزگار کے مواقع میسر آئیں گے۔ تعلیم اور صحت کے شعبوں میں اصلاحات کی ضرورت ہے تاکہ نئی نسل کو بہتر مستقبل فراہم کیا جا سکے۔ — [336, 998, 486, 1043]
item-number-badge: 82 — [131, 812, 167, 825]
item-body-text: کشمیر کی آزادی کی جدوجہد میں عوام نے بے شمار قربانیاں دی ہیں اور آج بھی اپنے حق خودارادیت کے لئے پرعزم ہیں۔ حکومت آزاد کشمیر نے تعمیر و ترقی کے منصوبوں کا آغاز کیا ہے جن سے علاقے کے عوام کو روزگار کے مواقع میسر آئیں گے۔ تعلیم اور صحت کے شعبوں میں اصلاحات کی ضرورت ہے تاکہ نئی نسل کو بہتر مستقبل فراہم کیا جا سکے۔ — [178, 1052, 328, 1097]
item-body-text: کشمیر کی آزادی کی جدوجہد میں عوام نے بے شمار قربانیاں دی ہیں اور آج بھی اپنے حق خودارادیت کے لئے پرعزم ہیں۔ حکومت آزاد کشمیر نے تعمیر و ترقی کے منصوبوں کا آغاز کیا ہے جن سے علاقے کے عوام کو روزگار کے مواقع میسر آئیں گے۔ تعلیم اور صحت کے شعبوں میں اصلاحات کی ضرورت ہے تاکہ نئی نسل کو بہتر مستقبل فراہم کیا جا سکے۔ — [494, 1204, 644, 1249]
item-heading — [178, 475, 328, 490]
item-body-text: کشمیر کی آزادی کی جدوجہد میں عوام نے بے شمار قربانیاں دی ہیں اور آج بھی اپنے حق خودارادیت کے لئے پرعزم ہیں۔ حکومت آزاد کشمیر نے تعمیر و ترقی کے منصوبوں کا آغاز کیا ہے جن سے علاقے کے عوام کو روزگار کے مواقع میسر آئیں گے۔ تعلیم اور صحت کے شعبوں میں اصلاحات کی ضرورت ہے تاکہ نئی نسل کو بہتر مستقبل فراہم کیا جا سکے۔ — [970, 1215, 1120, 1260]
item-number-badge: 59 — [449, 1459, 485, 1472]
item-number-badge: 28 — [767, 252, 803, 265]
item-body-text: کشمیر کی آزادی کی جدوجہد میں عوام نے بے شمار قربانیاں دی ہیں اور آج بھی اپنے حق خودارادیت کے لئے پرعزم ہیں۔ حکومت آزاد کشمیر نے تعمیر و ترقی کے منصوبوں کا آغاز کیا ہے جن سے علاقے کے عوام کو روزگار کے مواقع میسر آئیں گے۔ تعلیم اور صحت کے شعبوں میں اصلاحات کی ضرورت ہے تاکہ نئی نسل کو بہتر مستقبل فراہم کیا جا سکے۔ — [654, 1323, 804, 1368]
star-icon: ✱ — [1288, 1669, 1298, 1682]
news-column — [654, 24, 804, 2084]
star-icon: ✱ — [1288, 283, 1298, 296]
item-title-band — [974, 442, 1080, 451]
item-number-badge: 75 — [131, 28, 167, 41]
item-body-text: کشمیر کی آزادی کی جدوجہد میں عوام نے بے شمار قربانیاں دی ہیں اور آج بھی اپنے حق خودارادیت کے لئے پرعزم ہیں۔ حکومت آزاد کشمیر نے تعمیر و ترقی کے منصوبوں کا آغاز کیا ہے جن سے علاقے کے عوام کو روزگار کے مواقع میسر آئیں گے۔ تعلیم اور صحت کے شعبوں میں اصلاحات کی ضرورت ہے تاکہ نئی نسل کو بہتر مستقبل فراہم کیا جا سکے۔ — [1128, 1421, 1278, 1466]
item-body-text: کشمیر کی آزادی کی جدوجہد میں عوام نے بے شمار قربانیاں دی ہیں اور آج بھی اپنے حق خودارادیت کے لئے پرعزم ہیں۔ حکومت آزاد کشمیر نے تعمیر و ترقی کے منصوبوں کا آغاز کیا ہے جن سے علاقے کے عوام کو روزگار کے مواقع میسر آئیں گے۔ تعلیم اور صحت کے شعبوں میں اصلاحات کی ضرورت ہے تاکہ نئی نسل کو بہتر مستقبل فراہم کیا جا سکے۔ — [970, 344, 1120, 389]
item-heading — [654, 139, 804, 154]
item-heading — [812, 981, 962, 996]
item-heading — [970, 1263, 1120, 1278]
item-title-band — [658, 1262, 764, 1271]
item-body-text: کشمیر کی آزادی کی جدوجہد میں عوام نے بے شمار قربانیاں دی ہیں اور آج بھی اپنے حق خودارادیت کے لئے پرعزم ہیں۔ حکومت آزاد کشمیر نے تعمیر و ترقی کے منصوبوں کا آغاز کیا ہے جن سے علاقے کے عوام کو روزگار کے مواقع میسر آئیں گے۔ تعلیم اور صحت کے شعبوں میں اصلاحات کی ضرورت ہے تاکہ نئی نسل کو بہتر مستقبل فراہم کیا جا سکے۔ — [1128, 1327, 1278, 1372]
masthead-left: Daily "SIASAT"Muzaffarabad — [4, 1, 182, 16]
item-body-text: کشمیر کی آزادی کی جدوجہد میں عوام نے بے شمار قربانیاں دی ہیں اور آج بھی اپنے حق خودارادیت کے لئے پرعزم ہیں۔ حکومت آزاد کشمیر نے تعمیر و ترقی کے منصوبوں کا آغاز کیا ہے جن سے علاقے کے عوام کو روزگار کے مواقع میسر آئیں گے۔ تعلیم اور صحت کے شعبوں میں اصلاحات کی ضرورت ہے تاکہ نئی نسل کو بہتر مستقبل فراہم کیا جا سکے۔ — [812, 250, 962, 295]
item-body-text: کشمیر کی آزادی کی جدوجہد میں عوام نے بے شمار قربانیاں دی ہیں اور آج بھی اپنے حق خودارادیت کے لئے پرعزم ہیں۔ حکومت آزاد کشمیر نے تعمیر و ترقی کے منصوبوں کا آغاز کیا ہے جن سے علاقے کے عوام کو روزگار کے مواقع میسر آئیں گے۔ تعلیم اور صحت کے شعبوں میں اصلاحات کی ضرورت ہے تاکہ نئی نسل کو بہتر مستقبل فراہم کیا جا سکے۔ — [654, 875, 804, 920]
item-body-text: کشمیر کی آزادی کی جدوجہد میں عوام نے بے شمار قربانیاں دی ہیں اور آج بھی اپنے حق خودارادیت کے لئے پرعزم ہیں۔ حکومت آزاد کشمیر نے تعمیر و ترقی کے منصوبوں کا آغاز کیا ہے جن سے علاقے کے عوام کو روزگار کے مواقع میسر آئیں گے۔ تعلیم اور صحت کے شعبوں میں اصلاحات کی ضرورت ہے تاکہ نئی نسل کو بہتر مستقبل فراہم کیا جا سکے۔ — [970, 709, 1120, 754]
item-body-text: کشمیر کی آزادی کی جدوجہد میں عوام نے بے شمار قربانیاں دی ہیں اور آج بھی اپنے حق خودارادیت کے لئے پرعزم ہیں۔ حکومت آزاد کشمیر نے تعمیر و ترقی کے منصوبوں کا آغاز کیا ہے جن سے علاقے کے عوام کو روزگار کے مواقع میسر آئیں گے۔ تعلیم اور صحت کے شعبوں میں اصلاحات کی ضرورت ہے تاکہ نئی نسل کو بہتر مستقبل فراہم کیا جا سکے۔ — [336, 1475, 486, 1520]
item-heading — [970, 645, 1120, 660]
item-title-band — [340, 1620, 446, 1629]
item-title-band — [498, 507, 604, 516]
item-body-text: کشمیر کی آزادی کی جدوجہد میں عوام نے بے شمار قربانیاں دی ہیں اور آج بھی اپنے حق خودارادیت کے لئے پرعزم ہیں۔ حکومت آزاد کشمیر نے تعمیر و ترقی کے منصوبوں کا آغاز کیا ہے جن سے علاقے کے عوام کو روزگار کے مواقع میسر آئیں گے۔ تعلیم اور صحت کے شعبوں میں اصلاحات کی ضرورت ہے تاکہ نئی نسل کو بہتر مستقبل فراہم کیا جا سکے۔ — [494, 680, 644, 725]
item-body-text: کشمیر کی آزادی کی جدوجہد میں عوام نے بے شمار قربانیاں دی ہیں اور آج بھی اپنے حق خودارادیت کے لئے پرعزم ہیں۔ حکومت آزاد کشمیر نے تعمیر و ترقی کے منصوبوں کا آغاز کیا ہے جن سے علاقے کے عوام کو روزگار کے مواقع میسر آئیں گے۔ تعلیم اور صحت کے شعبوں میں اصلاحات کی ضرورت ہے تاکہ نئی نسل کو بہتر مستقبل فراہم کیا جا سکے۔ — [336, 839, 486, 884]
item-number-badge: 65 — [291, 476, 327, 489]
footer-tag — [160, 2087, 252, 2105]
item-heading — [1128, 233, 1278, 248]
item-body-text: کشمیر کی آزادی کی جدوجہد میں عوام نے بے شمار قربانیاں دی ہیں اور آج بھی اپنے حق خودارادیت کے لئے پرعزم ہیں۔ حکومت آزاد کشمیر نے تعمیر و ترقی کے منصوبوں کا آغاز کیا ہے جن سے علاقے کے عوام کو روزگار کے مواقع میسر آئیں گے۔ تعلیم اور صحت کے شعبوں میں اصلاحات کی ضرورت ہے تاکہ نئی نسل کو بہتر مستقبل فراہم کیا جا سکے۔ — [812, 1475, 962, 1520]
item-number-badge: 80 — [131, 588, 167, 601]
star-icon: ✱ — [1288, 1829, 1298, 1842]
item-title-band — [340, 1302, 446, 1311]
masthead-right: روزنامہ ''سیاست'' مظفرآباد/میرپور/کراچی......09نومبر 2025 — [850, 1, 1250, 16]
item-number-badge: 69 — [291, 924, 327, 937]
column-divider — [332, 24, 333, 2084]
item-number-badge: 9 — [1083, 28, 1119, 41]
page-number: (3) — [630, 1, 648, 17]
item-body-text: کشمیر کی آزادی کی جدوجہد میں عوام نے بے شمار قربانیاں دی ہیں اور آج بھی اپنے حق خودارادیت کے لئے پرعزم ہیں۔ حکومت آزاد کشمیر نے تعمیر و ترقی کے منصوبوں کا آغاز کیا ہے جن سے علاقے کے عوام کو روزگار کے مواقع میسر آئیں گے۔ تعلیم اور صحت کے شعبوں میں اصلاحات کی ضرورت ہے تاکہ نئی نسل کو بہتر مستقبل فراہم کیا جا سکے۔ — [336, 250, 486, 295]
item-number-badge: 25 — [925, 1459, 961, 1472]
item-heading — [494, 1140, 644, 1155]
star-icon: ✱ — [1288, 535, 1298, 548]
item-title-band — [816, 825, 922, 834]
item-body-text: کشمیر کی آزادی کی جدوجہد میں عوام نے بے شمار قربانیاں دی ہیں اور آج بھی اپنے حق خودارادیت کے لئے پرعزم ہیں۔ حکومت آزاد کشمیر نے تعمیر و ترقی کے منصوبوں کا آغاز کیا ہے جن سے علاقے کے عوام کو روزگار کے مواقع میسر آئیں گے۔ تعلیم اور صحت کے شعبوں میں اصلاحات کی ضرورت ہے تاکہ نئی نسل کو بہتر مستقبل فراہم کیا جا سکے۔ — [18, 763, 168, 808]
border-pill — [2, 226, 12, 270]
item-body-text: کشمیر کی آزادی کی جدوجہد میں عوام نے بے شمار قربانیاں دی ہیں اور آج بھی اپنے حق خودارادیت کے لئے پرعزم ہیں۔ حکومت آزاد کشمیر نے تعمیر و ترقی کے منصوبوں کا آغاز کیا ہے جن سے علاقے کے عوام کو روزگار کے مواقع میسر آئیں گے۔ تعلیم اور صحت کے شعبوں میں اصلاحات کی ضرورت ہے تاکہ نئی نسل کو بہتر مستقبل فراہم کیا جا سکے۔ — [178, 1500, 328, 1545]
star-icon: ✱ — [1288, 1417, 1298, 1430]
item-number-badge: 50 — [449, 28, 485, 41]
item-heading — [654, 27, 804, 42]
item-body-text: کشمیر کی آزادی کی جدوجہد میں عوام نے بے شمار قربانیاں دی ہیں اور آج بھی اپنے حق خودارادیت کے لئے پرعزم ہیں۔ حکومت آزاد کشمیر نے تعمیر و ترقی کے منصوبوں کا آغاز کیا ہے جن سے علاقے کے عوام کو روزگار کے مواقع میسر آئیں گے۔ تعلیم اور صحت کے شعبوں میں اصلاحات کی ضرورت ہے تاکہ نئی نسل کو بہتر مستقبل فراہم کیا جا سکے۔ — [494, 933, 644, 978]
star-icon: ✱ — [2, 1703, 12, 1716]
item-number-badge: 70 — [291, 1036, 327, 1049]
item-title-band — [182, 142, 288, 151]
item-body-text: کشمیر کی آزادی کی جدوجہد میں عوام نے بے شمار قربانیاں دی ہیں اور آج بھی اپنے حق خودارادیت کے لئے پرعزم ہیں۔ حکومت آزاد کشمیر نے تعمیر و ترقی کے منصوبوں کا آغاز کیا ہے جن سے علاقے کے عوام کو روزگار کے مواقع میسر آئیں گے۔ تعلیم اور صحت کے شعبوں میں اصلاحات کی ضرورت ہے تاکہ نئی نسل کو بہتر مستقبل فراہم کیا جا سکے۔ — [1128, 250, 1278, 295]
item-body-text: کشمیر کی آزادی کی جدوجہد میں عوام نے بے شمار قربانیاں دی ہیں اور آج بھی اپنے حق خودارادیت کے لئے پرعزم ہیں۔ حکومت آزاد کشمیر نے تعمیر و ترقی کے منصوبوں کا آغاز کیا ہے جن سے علاقے کے عوام کو روزگار کے مواقع میسر آئیں گے۔ تعلیم اور صحت کے شعبوں میں اصلاحات کی ضرورت ہے تاکہ نئی نسل کو بہتر مستقبل فراہم کیا جا سکے۔ — [18, 1388, 168, 1433]
item-number-badge: 3 — [1241, 440, 1277, 453]
item-heading — [178, 1371, 328, 1386]
border-pill — [2, 604, 12, 648]
item-body-text: کشمیر کی آزادی کی جدوجہد میں عوام نے بے شمار قربانیاں دی ہیں اور آج بھی اپنے حق خودارادیت کے لئے پرعزم ہیں۔ حکومت آزاد کشمیر نے تعمیر و ترقی کے منصوبوں کا آغاز کیا ہے جن سے علاقے کے عوام کو روزگار کے مواقع میسر آئیں گے۔ تعلیم اور صحت کے شعبوں میں اصلاحات کی ضرورت ہے تاکہ نئی نسل کو بہتر مستقبل فراہم کیا جا سکے۔ — [178, 1435, 328, 1480]
item-heading — [654, 1371, 804, 1386]
item-number-badge: 53 — [449, 505, 485, 518]
item-body-text: کشمیر کی آزادی کی جدوجہد میں عوام نے بے شمار قربانیاں دی ہیں اور آج بھی اپنے حق خودارادیت کے لئے پرعزم ہیں۔ حکومت آزاد کشمیر نے تعمیر و ترقی کے منصوبوں کا آغاز کیا ہے جن سے علاقے کے عوام کو روزگار کے مواقع میسر آئیں گے۔ تعلیم اور صحت کے شعبوں میں اصلاحات کی ضرورت ہے تاکہ نئی نسل کو بہتر مستقبل فراہم کیا جا سکے۔ — [336, 297, 486, 342]
star-icon: ✱ — [2, 1543, 12, 1556]
item-title-band — [182, 366, 288, 375]
item-title-band — [498, 1143, 604, 1152]
item-title-band — [182, 814, 288, 823]
item-body-text: کشمیر کی آزادی کی جدوجہد میں عوام نے بے شمار قربانیاں دی ہیں اور آج بھی اپنے حق خودارادیت کے لئے پرعزم ہیں۔ حکومت آزاد کشمیر نے تعمیر و ترقی کے منصوبوں کا آغاز کیا ہے جن سے علاقے کے عوام کو روزگار کے مواقع میسر آئیں گے۔ تعلیم اور صحت کے شعبوں میں اصلاحات کی ضرورت ہے تاکہ نئی نسل کو بہتر مستقبل فراہم کیا جا سکے۔ — [1128, 1074, 1278, 1119]
star-icon: ✱ — [2, 1795, 12, 1808]
item-number-badge: 4 — [1241, 646, 1277, 659]
item-number-badge: 36 — [767, 1148, 803, 1161]
item-body-text: کشمیر کی آزادی کی جدوجہد میں عوام نے بے شمار قربانیاں دی ہیں اور آج بھی اپنے حق خودارادیت کے لئے پرعزم ہیں۔ حکومت آزاد کشمیر نے تعمیر و ترقی کے منصوبوں کا آغاز کیا ہے جن سے علاقے کے عوام کو روزگار کے مواقع میسر آئیں گے۔ تعلیم اور صحت کے شعبوں میں اصلاحات کی ضرورت ہے تاکہ نئی نسل کو بہتر مستقبل فراہم کیا جا سکے۔ — [494, 1363, 644, 1408]
item-body-text: کشمیر کی آزادی کی جدوجہد میں عوام نے بے شمار قربانیاں دی ہیں اور آج بھی اپنے حق خودارادیت کے لئے پرعزم ہیں۔ حکومت آزاد کشمیر نے تعمیر و ترقی کے منصوبوں کا آغاز کیا ہے جن سے علاقے کے عوام کو روزگار کے مواقع میسر آئیں گے۔ تعلیم اور صحت کے شعبوں میں اصلاحات کی ضرورت ہے تاکہ نئی نسل کو بہتر مستقبل فراہم کیا جا سکے۔ — [336, 1634, 486, 1679]
column-divider — [650, 24, 651, 2084]
item-title-band — [498, 825, 604, 834]
item-heading — [494, 345, 644, 360]
item-heading — [336, 1617, 486, 1632]
item-body-text: کشمیر کی آزادی کی جدوجہد میں عوام نے بے شمار قربانیاں دی ہیں اور آج بھی اپنے حق خودارادیت کے لئے پرعزم ہیں۔ حکومت آزاد کشمیر نے تعمیر و ترقی کے منصوبوں کا آغاز کیا ہے جن سے علاقے کے عوام کو روزگار کے مواقع میسر آئیں گے۔ تعلیم اور صحت کے شعبوں میں اصلاحات کی ضرورت ہے تاکہ نئی نسل کو بہتر مستقبل فراہم کیا جا سکے۔ — [1128, 756, 1278, 801]
item-title-band — [182, 1038, 288, 1047]
item-body-text: کشمیر کی آزادی کی جدوجہد میں عوام نے بے شمار قربانیاں دی ہیں اور آج بھی اپنے حق خودارادیت کے لئے پرعزم ہیں۔ حکومت آزاد کشمیر نے تعمیر و ترقی کے منصوبوں کا آغاز کیا ہے جن سے علاقے کے عوام کو روزگار کے مواقع میسر آئیں گے۔ تعلیم اور صحت کے شعبوں میں اصلاحات کی ضرورت ہے تاکہ نئی نسل کو بہتر مستقبل فراہم کیا جا سکے۔ — [336, 933, 486, 978]
item-heading — [654, 587, 804, 602]
item-body-text: کشمیر کی آزادی کی جدوجہد میں عوام نے بے شمار قربانیاں دی ہیں اور آج بھی اپنے حق خودارادیت کے لئے پرعزم ہیں۔ حکومت آزاد کشمیر نے تعمیر و ترقی کے منصوبوں کا آغاز کیا ہے جن سے علاقے کے عوام کو روزگار کے مواقع میسر آئیں گے۔ تعلیم اور صحت کے شعبوں میں اصلاحات کی ضرورت ہے تاکہ نئی نسل کو بہتر مستقبل فراہم کیا جا سکے۔ — [494, 727, 644, 772]
item-title-band — [182, 926, 288, 935]
item-title-band — [182, 1150, 288, 1159]
star-icon: ✱ — [2, 31, 12, 44]
item-title-band — [340, 1143, 446, 1152]
item-number-badge: 33 — [767, 812, 803, 825]
item-number-badge: 6 — [1241, 1058, 1277, 1071]
item-number-badge: 61 — [291, 28, 327, 41]
item-title-band — [658, 702, 764, 711]
border-pill — [2, 478, 12, 522]
item-body-text: کشمیر کی آزادی کی جدوجہد میں عوام نے بے شمار قربانیاں دی ہیں اور آج بھی اپنے حق خودارادیت کے لئے پرعزم ہیں۔ حکومت آزاد کشمیر نے تعمیر و ترقی کے منصوبوں کا آغاز کیا ہے جن سے علاقے کے عوام کو روزگار کے مواقع میسر آئیں گے۔ تعلیم اور صحت کے شعبوں میں اصلاحات کی ضرورت ہے تاکہ نئی نسل کو بہتر مستقبل فراہم کیا جا سکے۔ — [336, 886, 486, 931]
item-number-badge: 1 — [1241, 28, 1277, 41]
item-title-band — [974, 648, 1080, 657]
item-heading — [178, 811, 328, 826]
item-number-badge: 49 — [607, 1300, 643, 1313]
item-title-band — [22, 1374, 128, 1383]
item-body-text: کشمیر کی آزادی کی جدوجہد میں عوام نے بے شمار قربانیاں دی ہیں اور آج بھی اپنے حق خودارادیت کے لئے پرعزم ہیں۔ حکومت آزاد کشمیر نے تعمیر و ترقی کے منصوبوں کا آغاز کیا ہے جن سے علاقے کے عوام کو روزگار کے مواقع میسر آئیں گے۔ تعلیم اور صحت کے شعبوں میں اصلاحات کی ضرورت ہے تاکہ نئی نسل کو بہتر مستقبل فراہم کیا جا سکے۔ — [336, 362, 486, 407]
item-body-text: کشمیر کی آزادی کی جدوجہد میں عوام نے بے شمار قربانیاں دی ہیں اور آج بھی اپنے حق خودارادیت کے لئے پرعزم ہیں۔ حکومت آزاد کشمیر نے تعمیر و ترقی کے منصوبوں کا آغاز کیا ہے جن سے علاقے کے عوام کو روزگار کے مواقع میسر آئیں گے۔ تعلیم اور صحت کے شعبوں میں اصلاحات کی ضرورت ہے تاکہ نئی نسل کو بہتر مستقبل فراہم کیا جا سکے۔ — [178, 1211, 328, 1256]
item-body-text: کشمیر کی آزادی کی جدوجہد میں عوام نے بے شمار قربانیاں دی ہیں اور آج بھی اپنے حق خودارادیت کے لئے پرعزم ہیں۔ حکومت آزاد کشمیر نے تعمیر و ترقی کے منصوبوں کا آغاز کیا ہے جن سے علاقے کے عوام کو روزگار کے مواقع میسر آئیں گے۔ تعلیم اور صحت کے شعبوں میں اصلاحات کی ضرورت ہے تاکہ نئی نسل کو بہتر مستقبل فراہم کیا جا سکے۔ — [336, 1410, 486, 1455]
item-body-text: کشمیر کی آزادی کی جدوجہد میں عوام نے بے شمار قربانیاں دی ہیں اور آج بھی اپنے حق خودارادیت کے لئے پرعزم ہیں۔ حکومت آزاد کشمیر نے تعمیر و ترقی کے منصوبوں کا آغاز کیا ہے جن سے علاقے کے عوام کو روزگار کے مواقع میسر آئیں گے۔ تعلیم اور صحت کے شعبوں میں اصلاحات کی ضرورت ہے تاکہ نئی نسل کو بہتر مستقبل فراہم کیا جا سکے۔ — [336, 138, 486, 183]
item-body-text: کشمیر کی آزادی کی جدوجہد میں عوام نے بے شمار قربانیاں دی ہیں اور آج بھی اپنے حق خودارادیت کے لئے پرعزم ہیں۔ حکومت آزاد کشمیر نے تعمیر و ترقی کے منصوبوں کا آغاز کیا ہے جن سے علاقے کے عوام کو روزگار کے مواقع میسر آئیں گے۔ تعلیم اور صحت کے شعبوں میں اصلاحات کی ضرورت ہے تاکہ نئی نسل کو بہتر مستقبل فراہم کیا جا سکے۔ — [654, 1435, 804, 1480]
item-heading — [18, 1371, 168, 1386]
item-body-text: کشمیر کی آزادی کی جدوجہد میں عوام نے بے شمار قربانیاں دی ہیں اور آج بھی اپنے حق خودارادیت کے لئے پرعزم ہیں۔ حکومت آزاد کشمیر نے تعمیر و ترقی کے منصوبوں کا آغاز کیا ہے جن سے علاقے کے عوام کو روزگار کے مواقع میسر آئیں گے۔ تعلیم اور صحت کے شعبوں میں اصلاحات کی ضرورت ہے تاکہ نئی نسل کو بہتر مستقبل فراہم کیا جا سکے۔ — [970, 1009, 1120, 1054]
item-title-band — [1132, 30, 1238, 39]
item-body-text: کشمیر کی آزادی کی جدوجہد میں عوام نے بے شمار قربانیاں دی ہیں اور آج بھی اپنے حق خودارادیت کے لئے پرعزم ہیں۔ حکومت آزاد کشمیر نے تعمیر و ترقی کے منصوبوں کا آغاز کیا ہے جن سے علاقے کے عوام کو روزگار کے مواقع میسر آئیں گے۔ تعلیم اور صحت کے شعبوں میں اصلاحات کی ضرورت ہے تاکہ نئی نسل کو بہتر مستقبل فراہم کیا جا سکے۔ — [812, 1045, 962, 1090]
item-heading — [1128, 1263, 1278, 1278]
star-icon: ✱ — [1288, 31, 1298, 44]
item-body-text: کشمیر کی آزادی کی جدوجہد میں عوام نے بے شمار قربانیاں دی ہیں اور آج بھی اپنے حق خودارادیت کے لئے پرعزم ہیں۔ حکومت آزاد کشمیر نے تعمیر و ترقی کے منصوبوں کا آغاز کیا ہے جن سے علاقے کے عوام کو روزگار کے مواقع میسر آئیں گے۔ تعلیم اور صحت کے شعبوں میں اصلاحات کی ضرورت ہے تاکہ نئی نسل کو بہتر مستقبل فراہم کیا جا سکے۔ — [812, 409, 962, 454]
star-icon: ✱ — [1288, 569, 1298, 582]
item-heading — [18, 1147, 168, 1162]
item-number-badge: 10 — [1083, 234, 1119, 247]
star-icon: ✱ — [2, 1291, 12, 1304]
item-title-band — [816, 507, 922, 516]
